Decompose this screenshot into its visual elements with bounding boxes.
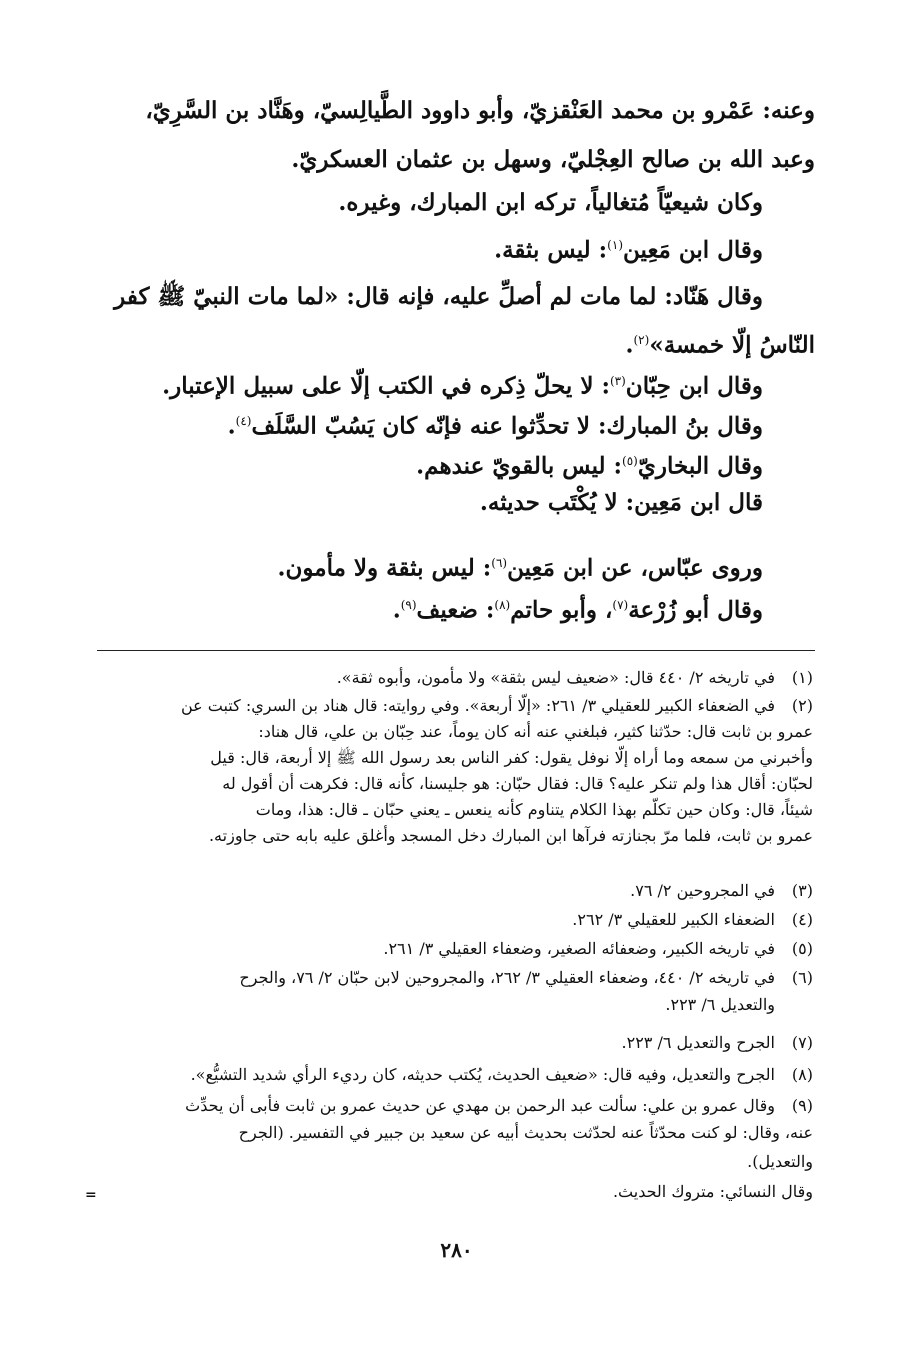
footnote-6: (٦) في تاريخه ٢/ ٤٤٠، وضعفاء العقيلي ٣/ ٢٦٢، والمجروحين لابن حبّان ٢/ ٧٦، والجرح والتعديل ٦/ ٢٢٣.: [0, 965, 913, 1021]
footnote-separator: [97, 650, 815, 651]
footnote-ref-1[interactable]: (١): [607, 238, 623, 252]
main-line-11: وروى عبّاس، عن ابن مَعِين$^{(٦)}$: ليس بثقة ولا مأمون.: [277, 554, 763, 582]
footnote-number: (٨): [791, 1065, 813, 1084]
footnote-ref-3[interactable]: (٣): [609, 374, 626, 388]
main-line-6: النّاسُ إلّا خمسة»$^{(٢)}$.: [625, 331, 815, 359]
footnote-2: (٢) في الضعفاء الكبير للعقيلي ٣/ ٢٦١: «إلّا أربعة». وفي روايته: قال هناد بن السري: كتبت عن عمرو بن ثابت قال: حدّثنا كثير، فبلغني عنه أنه كان يوماً، عند حِبّان بن علي، قال هناد: وأخبرني من سمعه وما أراه إلّا نوفل يقول: كفر الناس بعد رسول الله ﷺ إلا أربعة، قال: قيل لحبّان: أقال هذا ولم تنكر عليه؟ قال: فقال حبّان: هو جليسنا، كأنه قال: فكرهت أن أقول له شيئاً، قال: وكان حين تكلّم بهذا الكلام يتناوم كأنه ينعس ـ يعني حبّان ـ قال: هذا، ومات عمرو بن ثابت، فلما مرّ بجنازته فرآها ابن المبارك دخل المسجد وأغلق عليه بابه حتى جاوزته.: [0, 693, 913, 863]
main-line-7: وقال ابن حِبّان$^{(٣)}$: لا يحلّ ذِكره في الكتب إلّا على سبيل الإعتبار.: [162, 372, 763, 400]
footnote-ref-5[interactable]: (٥): [622, 454, 638, 468]
footnote-ref-6[interactable]: (٦): [491, 556, 508, 570]
continuation-mark: =: [85, 1187, 97, 1203]
footnote-number: (٩): [791, 1096, 813, 1115]
main-line-4: وقال ابن مَعِين$^{(١)}$: ليس بثقة.: [494, 236, 763, 264]
main-line-3: وكان شيعيّاً مُتغالياً، تركه ابن المبارك، وغيره.: [338, 189, 763, 216]
main-line-9: وقال البخاريّ$^{(٥)}$: ليس بالقويّ عندهم.: [416, 452, 763, 480]
footnote-number: (٤): [791, 910, 813, 929]
main-line-8: وقال بنُ المبارك: لا تحدِّثوا عنه فإنّه كان يَسُبّ السَّلَف$^{(٤)}$.: [227, 412, 763, 440]
footnote-number: (٢): [791, 696, 813, 715]
footnote-9: (٩) وقال عمرو بن علي: سألت عبد الرحمن بن مهدي عن حديث عمرو بن ثابت فأبى أن يحدِّث عنه، وقال: لو كنت محدّثاً عنه لحدّثت بحديث أبيه عن سعيد بن جبير في التفسير. (الجرح والتعديل). وقال النسائي: متروك الحديث.: [0, 1093, 913, 1203]
footnote-number: (٦): [791, 968, 813, 987]
footnote-number: (٧): [791, 1033, 813, 1052]
main-line-10: قال ابن مَعِين: لا يُكْتَب حديثه.: [479, 489, 763, 516]
footnote-ref-4[interactable]: (٤): [235, 414, 252, 428]
footnote-ref-9[interactable]: (٩): [400, 598, 417, 612]
main-line-1: وعنه: عَمْرو بن محمد العَنْقزيّ، وأبو داوود الطَّيالِسيّ، وهَنَّاد بن السَّرِيّ،: [145, 97, 815, 124]
page-number: ٢٨٠: [440, 1238, 473, 1262]
main-line-12: وقال أبو زُرْعة$^{(٧)}$، وأبو حاتم$^{(٨)}$: ضعيف$^{(٩)}$.: [392, 596, 763, 624]
footnote-number: (١): [791, 668, 813, 687]
footnote-ref-8[interactable]: (٨): [494, 598, 511, 612]
book-page: وعنه: عَمْرو بن محمد العَنْقزيّ، وأبو داوود الطَّيالِسيّ، وهَنَّاد بن السَّرِيّ، وعبد الله بن صالح العِجْليّ، وسهل بن عثمان العسكريّ. وكان شيعيّاً مُتغالياً، تركه ابن المبارك، وغيره. وقال ابن مَعِين$^{(١)}$: ليس بثقة. وقال هَنّاد: لما مات لم أصلِّ عليه، فإنه قال: «لما مات النبيّ ﷺ كفر النّاسُ إلّا خمسة»$^{(٢)}$. وقال ابن حِبّان$^{(٣)}$: لا يحلّ ذِكره في الكتب إلّا على سبيل الإعتبار. وقال بنُ المبارك: لا تحدِّثوا عنه فإنّه كان يَسُبّ السَّلَف$^{(٤)}$. وقال البخاريّ$^{(٥)}$: ليس بالقويّ عندهم. قال ابن مَعِين: لا يُكْتَب حديثه. وروى عبّاس، عن ابن مَعِين$^{(٦)}$: ليس بثقة ولا مأمون. وقال أبو زُرْعة$^{(٧)}$، وأبو حاتم$^{(٨)}$: ضعيف$^{(٩)}$. (١) في تاريخه ٢/ ٤٤٠ قال: «ضعيف ليس بثقة» ولا مأمون، وأبوه ثقة». (٢) في الضعفاء الكبير للعقيلي ٣/ ٢٦١: «إلّا أربعة». وفي روايته: قال هناد بن السري: كتبت عن عمرو بن ثابت قال: حدّثنا كثير، فبلغني عنه أنه كان يوماً، عند حِبّان بن علي، قال هناد: وأخبرني من سمعه وما أراه إلّا نوفل يقول: كفر الناس بعد رسول الله ﷺ إلا أربعة، قال: قيل لحبّان: أقال هذا ولم تنكر عليه؟ قال: فقال حبّان: هو جليسنا، كأنه قال: فكرهت أن أقول له شيئاً، قال: وكان حين تكلّم بهذا الكلام يتناوم كأنه ينعس ـ يعني حبّان ـ قال: هذا، ومات عمرو بن ثابت، فلما مرّ بجنازته فرآها ابن المبارك دخل المسجد وأغلق عليه بابه حتى جاوزته. (٣) في المجروحين ٢/ ٧٦. (٤) الضعفاء الكبير للعقيلي ٣/ ٢٦٢. (٥) في تاريخه الكبير، وضعفائه الصغير، وضعفاء العقيلي ٣/ ٢٦١. (٦) في تاريخه ٢/ ٤٤٠، وضعفاء العقيلي ٣/ ٢٦٢، والمجروحين لابن حبّان ٢/ ٧٦، والجرح والتعديل ٦/ ٢٢٣. (٧) الجرح والتعديل ٦/ ٢٢٣. (٨) الجرح والتعديل، وفيه قال: «ضعيف الحديث، يُكتب حديثه، كان رديء الرأي شديد التشيُّع». (٩) وقال عمرو بن علي: سألت عبد الرحمن بن مهدي عن حديث عمرو بن ثابت فأبى أن يحدِّث عنه، وقال: لو كنت محدّثاً عنه لحدّثت بحديث أبيه عن سعيد بن جبير في التفسير. (الجرح والتعديل). وقال النسائي: متروك الحديث. = ٢٨٠: [0, 0, 913, 1364]
main-line-5: وقال هَنّاد: لما مات لم أصلِّ عليه، فإنه قال: «لما مات النبيّ ﷺ كفر: [114, 283, 763, 310]
footnote-number: (٣): [791, 881, 813, 900]
footnote-number: (٥): [791, 939, 813, 958]
footnote-ref-2[interactable]: (٢): [633, 333, 650, 347]
footnote-ref-7[interactable]: (٧): [612, 598, 629, 612]
main-line-2: وعبد الله بن صالح العِجْليّ، وسهل بن عثمان العسكريّ.: [291, 146, 815, 173]
